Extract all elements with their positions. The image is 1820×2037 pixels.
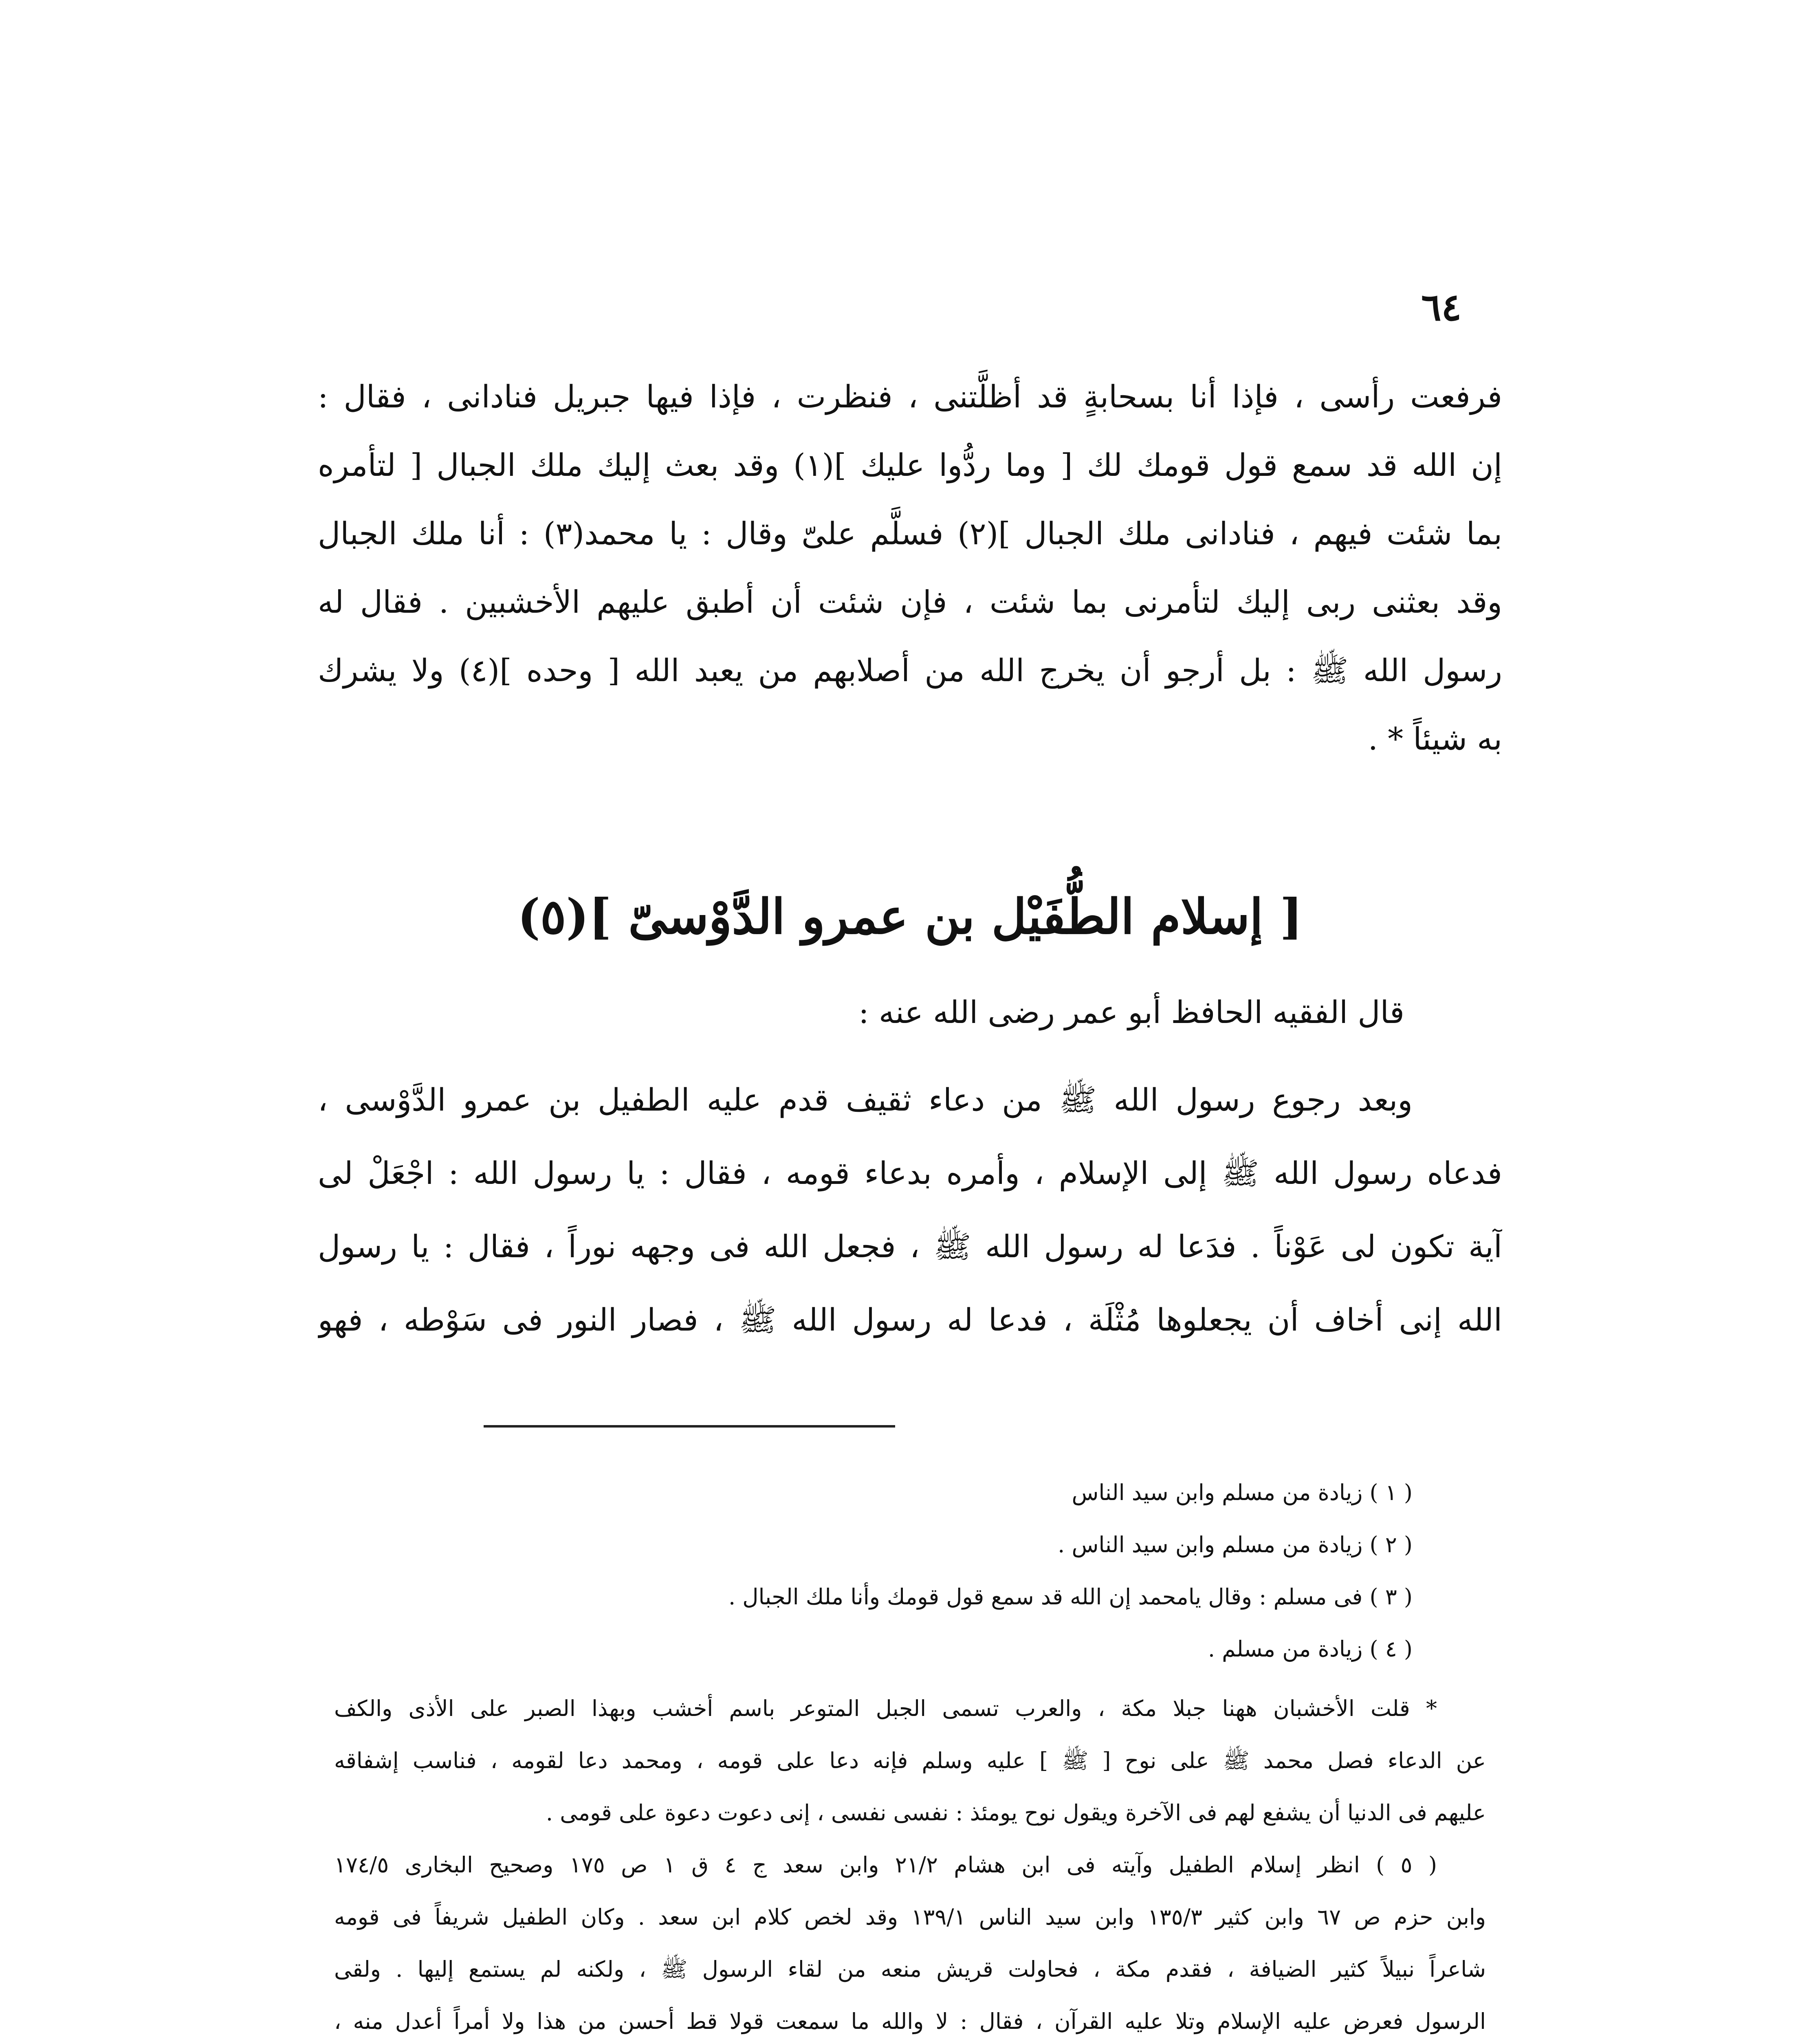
text-line: فدعاه رسول الله ﷺ إلى الإسلام ، وأمره بدعاء قومه ، فقال : يا رسول الله : اجْعَلْ لى xyxy=(318,1155,1502,1191)
text-line: فرفعت رأسى ، فإذا أنا بسحابةٍ قد أظلَّتنى ، فنظرت ، فإذا فيها جبريل فنادانى ، فقال : xyxy=(318,378,1502,415)
text-line: به شيئاً * . xyxy=(1368,721,1502,757)
footnote-commentary xyxy=(334,1683,1486,2037)
commentary-line: عن الدعاء فصل محمد ﷺ على نوح [ ﷺ ] عليه وسلم فإنه دعا على قومه ، ومحمد دعا لقومه ، فناسب إشفاقه xyxy=(334,1748,1486,1773)
footnote-5-line: شاعراً نبيلاً كثير الضيافة ، فقدم مكة ، فحاولت قريش منعه من لقاء الرسول ﷺ ، ولكنه لم يستمع إليها . ولقى xyxy=(334,1956,1486,1982)
commentary-line: عليهم فى الدنيا أن يشفع لهم فى الآخرة ويقول نوح يومئذ : نفسى نفسى ، إنى دعوت دعوة على قومى . xyxy=(546,1800,1486,1826)
text-line: آية تكون لى عَوْناً . فدَعا له رسول الله ﷺ ، فجعل الله فى وجهه نوراً ، فقال : يا رسول xyxy=(318,1228,1502,1265)
text-line: بما شئت فيهم ، فنادانى ملك الجبال ](٢) فسلَّم علىّ وقال : يا محمد(٣) : أنا ملك الجبال xyxy=(318,515,1502,552)
footnote-5-line: الرسول فعرض عليه الإسلام وتلا عليه القرآن ، فقال : لا والله ما سمعت قولا قط أحسن من هذا ولا أمراً أعدل منه ، xyxy=(334,2008,1486,2034)
footnote-1: ( ١ ) زيادة من مسلم وابن سيد الناس xyxy=(1072,1480,1413,1505)
footnote-4: ( ٤ ) زيادة من مسلم . xyxy=(1208,1636,1413,1662)
attribution-line: قال الفقيه الحافظ أبو عمر رضى الله عنه : xyxy=(858,994,1404,1030)
text-line: رسول الله ﷺ : بل أرجو أن يخرج الله من أصلابهم من يعبد الله [ وحده ](٤) ولا يشرك xyxy=(318,652,1502,689)
footnote-3: ( ٣ ) فى مسلم : وقال يامحمد إن الله قد سمع قول قومك وأنا ملك الجبال . xyxy=(728,1584,1413,1610)
footnote-2: ( ٢ ) زيادة من مسلم وابن سيد الناس . xyxy=(1058,1532,1413,1557)
commentary-line: * قلت الأخشبان ههنا جبلا مكة ، والعرب تسمى الجبل المتوعر باسم أخشب وبهذا الصبر على الأذى والكف xyxy=(334,1696,1437,1721)
footnote-5-line: وابن حزم ص ٦٧ وابن كثير ١٣٥/٣ وابن سيد الناس ١٣٩/١ وقد لخص كلام ابن سعد . وكان الطفيل شريفاً فى قومه xyxy=(334,1904,1486,1930)
bottom-paragraph xyxy=(318,1063,1502,1357)
footnote-divider xyxy=(484,1425,895,1428)
top-paragraph xyxy=(318,363,1502,773)
text-line: وقد بعثنى ربى إليك لتأمرنى بما شئت ، فإن شئت أن أطبق عليهم الأخشبين . فقال له xyxy=(318,584,1502,620)
section-title: [ إسلام الطُّفَيْل بن عمرو الدَّوْسىّ ](٥) xyxy=(517,888,1303,945)
text-line: وبعد رجوع رسول الله ﷺ من دعاء ثقيف قدم عليه الطفيل بن عمرو الدَّوْسى ، xyxy=(318,1082,1413,1118)
footnotes xyxy=(728,1467,1413,1675)
text-line: إن الله قد سمع قول قومك لك [ وما ردُّوا عليك ](١) وقد بعث إليك ملك الجبال [ لتأمره xyxy=(318,447,1502,483)
page-number: ٦٤ xyxy=(1421,285,1461,329)
text-line: الله إنى أخاف أن يجعلوها مُثْلَة ، فدعا له رسول الله ﷺ ، فصار النور فى سَوْطه ، فهو xyxy=(318,1302,1502,1338)
footnote-5-line: ( ٥ ) انظر إسلام الطفيل وآيته فى ابن هشام ٢١/٢ وابن سعد ج ٤ ق ١ ص ١٧٥ وصحيح البخارى ١٧٤/٥ xyxy=(334,1852,1437,1878)
